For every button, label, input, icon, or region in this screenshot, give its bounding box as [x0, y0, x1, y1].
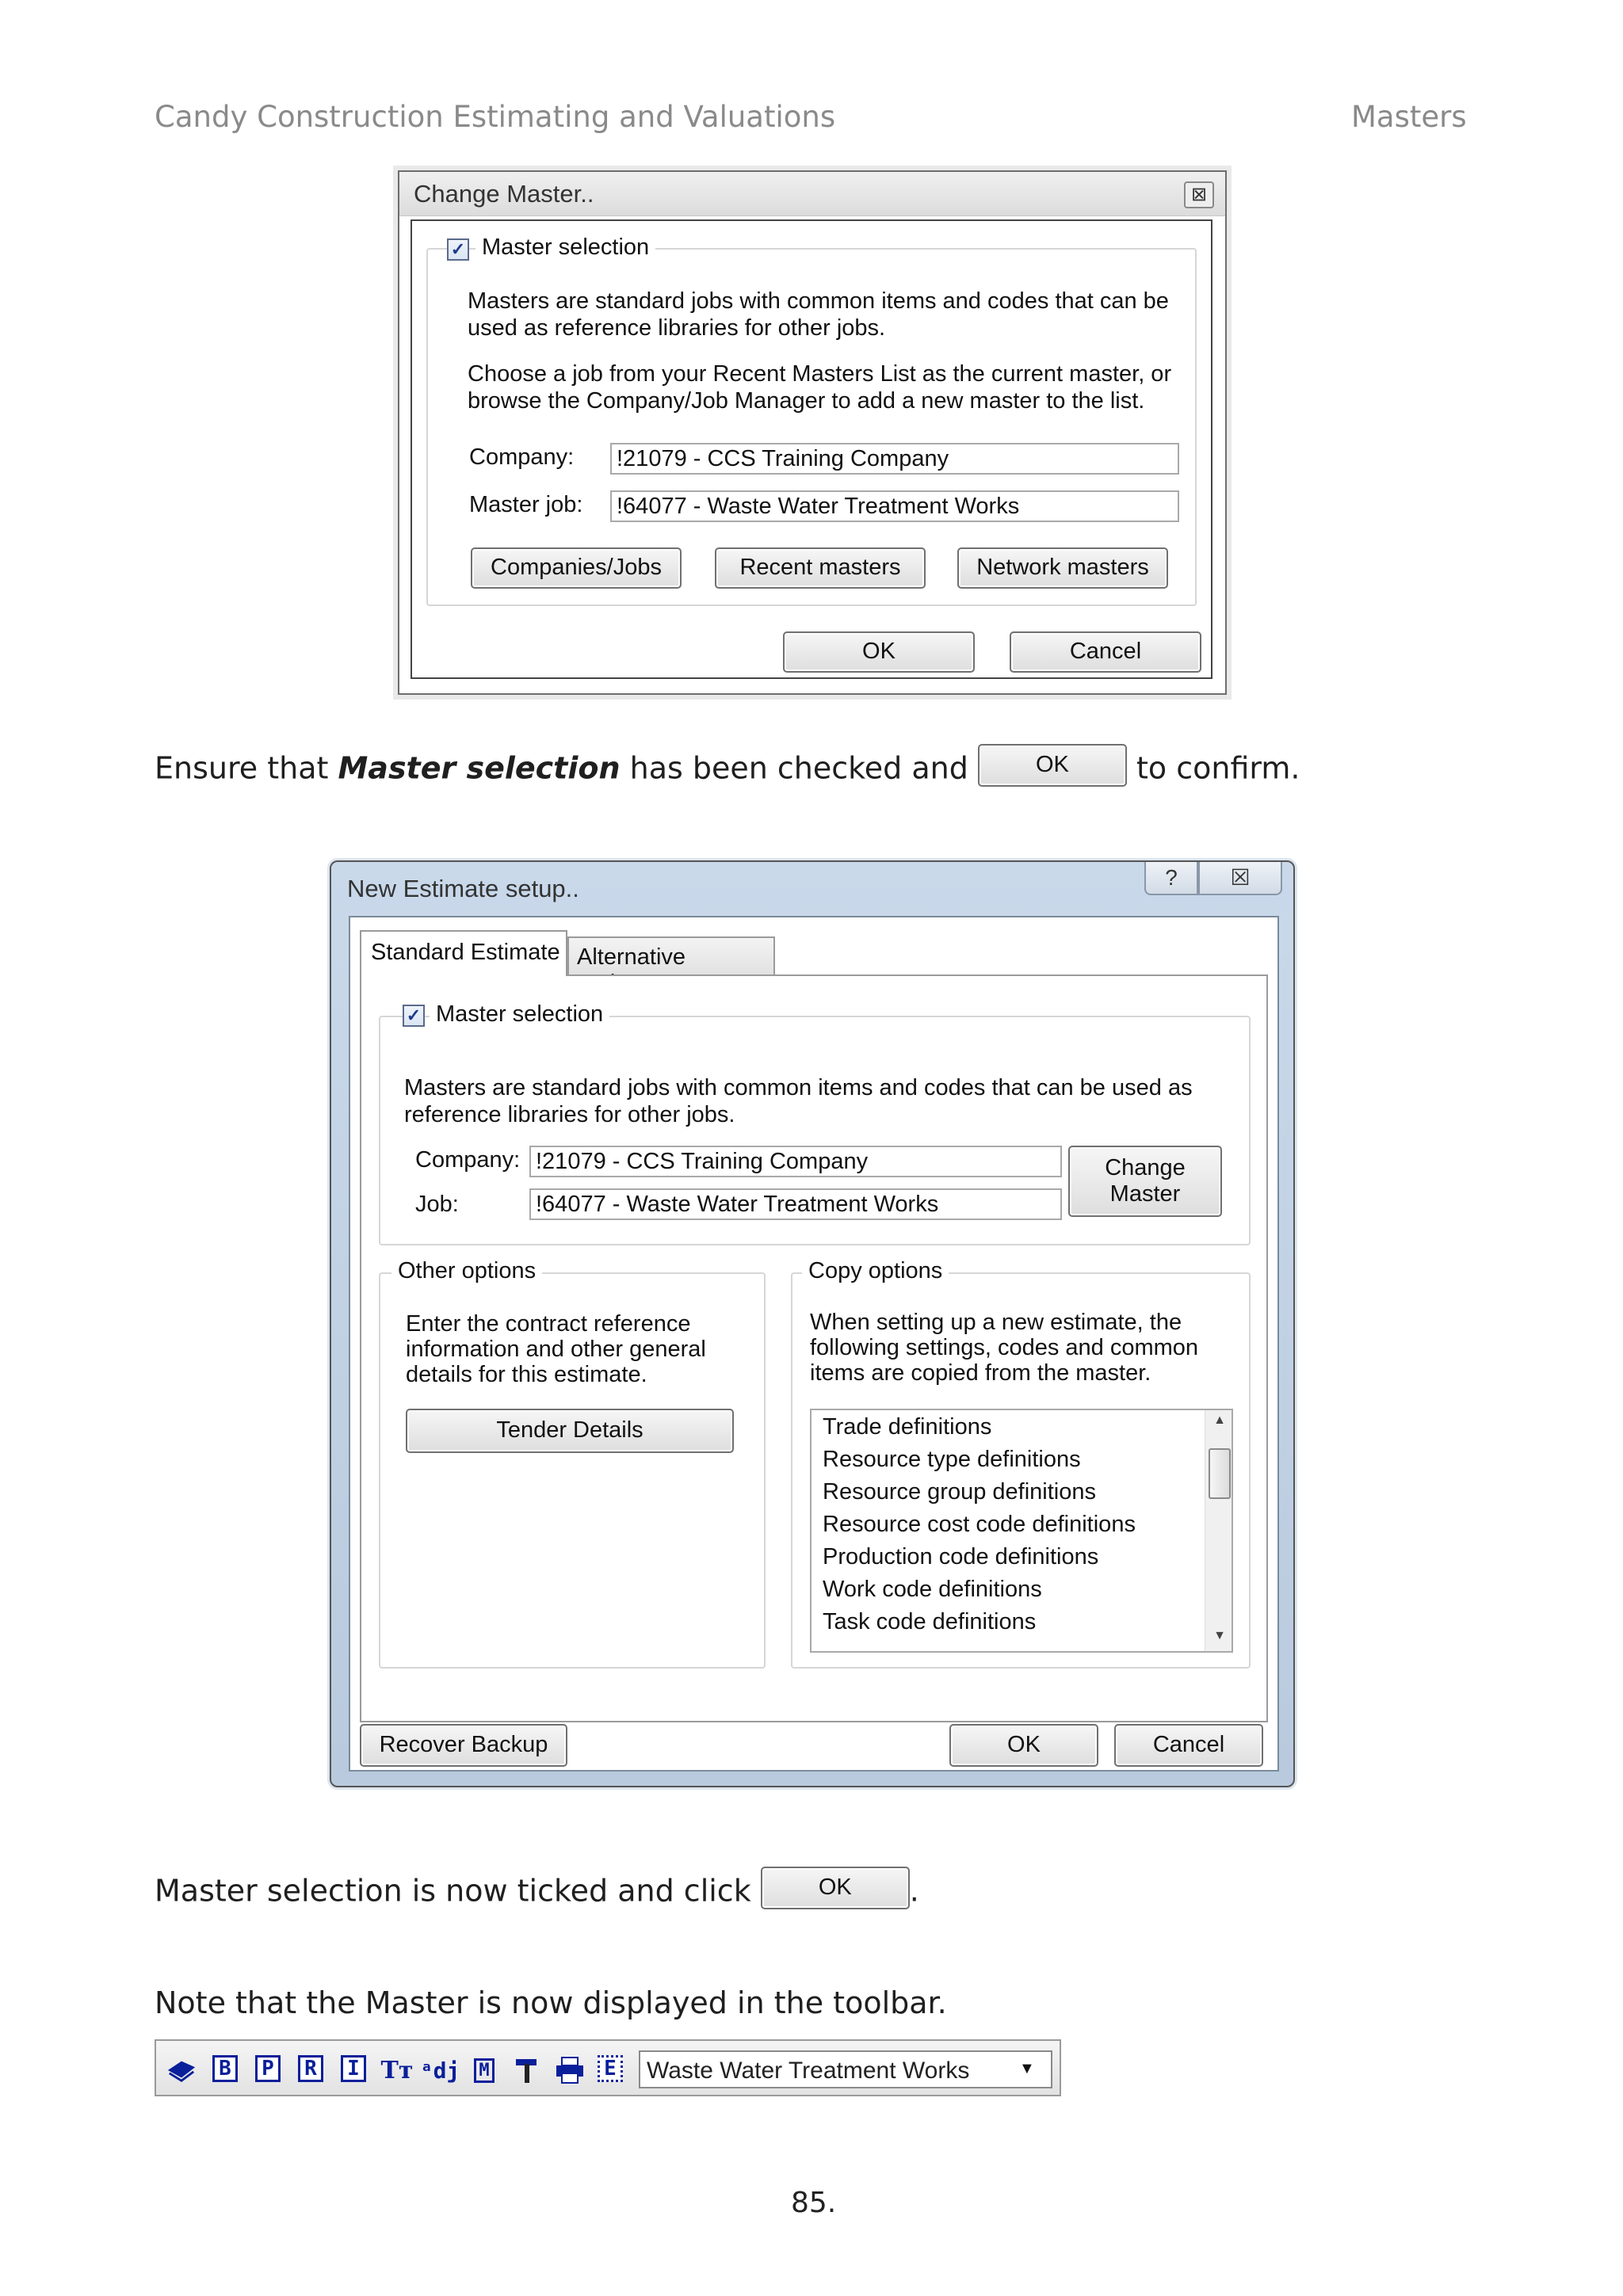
master-dropdown[interactable]	[639, 2050, 1052, 2088]
company-field[interactable]: !21079 - CCS Training Company	[610, 443, 1179, 475]
copy-options-line-1: When setting up a new estimate, the	[810, 1310, 1182, 1335]
recover-backup-button[interactable]: Recover Backup	[360, 1724, 567, 1767]
close-icon[interactable]: ☒	[1198, 862, 1282, 895]
companies-jobs-button[interactable]: Companies/Jobs	[471, 547, 682, 589]
master-description-line-1: Masters are standard jobs with common items and codes that can be	[468, 288, 1169, 314]
company-label: Company:	[415, 1147, 521, 1173]
header-left: Candy Construction Estimating and Valuations	[155, 100, 836, 134]
change-master-body	[411, 219, 1212, 679]
e-icon[interactable]: E	[598, 2055, 623, 2082]
inline-ok-button[interactable]: OK	[761, 1867, 910, 1909]
other-options-legend: Other options	[391, 1258, 542, 1284]
change-master-label-line-1: Change	[1105, 1154, 1186, 1180]
master-selection-checkbox[interactable]: ✓	[403, 1005, 425, 1027]
network-masters-button[interactable]: Network masters	[957, 547, 1168, 589]
help-icon[interactable]: ?	[1144, 862, 1198, 895]
hammer-icon[interactable]	[512, 2055, 542, 2085]
change-master-label-line-2: Master	[1109, 1181, 1181, 1207]
copy-options-legend: Copy options	[802, 1258, 949, 1284]
job-label: Job:	[415, 1192, 459, 1217]
list-item[interactable]: Resource group definitions	[823, 1479, 1096, 1505]
b-icon[interactable]: B	[212, 2055, 238, 2082]
adj-icon[interactable]: ᵃdj	[419, 2057, 460, 2084]
close-icon[interactable]: ⊠	[1184, 181, 1214, 208]
scroll-thumb[interactable]	[1209, 1448, 1231, 1499]
change-master-title: Change Master..	[414, 180, 594, 208]
tab-standard-estimate[interactable]	[360, 930, 567, 976]
cancel-button[interactable]: Cancel	[1114, 1724, 1263, 1767]
master-icon-letter: M	[474, 2058, 494, 2083]
inline-ok-button[interactable]: OK	[978, 744, 1127, 787]
master-selection-checkbox[interactable]: ✓	[447, 238, 469, 261]
instruction-paragraph-3: Note that the Master is now displayed in the toolbar.	[155, 1985, 947, 2020]
new-estimate-dialog	[330, 860, 1295, 1787]
instruction-2-before: Master selection is now ticked and click	[155, 1873, 761, 1909]
master-description-line-2: reference libraries for other jobs.	[404, 1102, 735, 1127]
change-master-dialog	[398, 170, 1227, 695]
list-item[interactable]: Resource cost code definitions	[823, 1512, 1136, 1537]
choose-description-line-2: browse the Company/Job Manager to add a new master to the list.	[468, 388, 1145, 414]
new-estimate-title: New Estimate setup..	[347, 875, 579, 902]
company-field[interactable]: !21079 - CCS Training Company	[529, 1146, 1062, 1177]
page-number: 85.	[791, 2187, 837, 2219]
copy-options-line-3: items are copied from the master.	[810, 1360, 1151, 1386]
other-options-line-3: details for this estimate.	[406, 1362, 647, 1387]
company-label: Company:	[469, 444, 575, 470]
change-master-button[interactable]	[1068, 1146, 1222, 1217]
job-field[interactable]: !64077 - Waste Water Treatment Works	[529, 1188, 1062, 1220]
list-item[interactable]: Task code definitions	[823, 1609, 1037, 1634]
chevron-down-icon[interactable]: ▼	[1019, 2060, 1035, 2077]
choose-description-line-1: Choose a job from your Recent Masters List as the current master, or	[468, 361, 1172, 387]
change-master-titlebar	[399, 172, 1225, 216]
list-item[interactable]: Resource type definitions	[823, 1447, 1081, 1472]
list-item[interactable]: Work code definitions	[823, 1577, 1042, 1602]
master-job-label: Master job:	[469, 492, 583, 517]
master-selection-label: Master selection	[475, 235, 655, 261]
scroll-down-icon[interactable]: ▼	[1213, 1629, 1226, 1642]
list-item[interactable]: Trade definitions	[823, 1414, 992, 1440]
instruction-1-before: Ensure that	[155, 750, 338, 786]
master-icon[interactable]	[469, 2055, 499, 2085]
instruction-1-bold: Master selection	[338, 750, 621, 786]
copy-items-list[interactable]	[810, 1409, 1233, 1653]
copy-options-line-2: following settings, codes and common	[810, 1335, 1199, 1360]
list-scrollbar[interactable]	[1205, 1410, 1233, 1651]
master-dropdown-value: Waste Water Treatment Works	[647, 2058, 970, 2084]
other-options-line-1: Enter the contract reference	[406, 1311, 691, 1337]
text-size-icon[interactable]: Tт	[380, 2056, 414, 2084]
new-estimate-body	[349, 916, 1279, 1772]
cancel-button[interactable]: Cancel	[1010, 631, 1201, 673]
copy-items-viewport	[823, 1412, 1203, 1639]
instruction-paragraph-1	[155, 749, 1300, 791]
master-selection-label: Master selection	[430, 1001, 609, 1028]
instruction-1-middle: has been checked and	[620, 750, 978, 786]
p-icon[interactable]: P	[255, 2055, 281, 2082]
master-description-line-2: used as reference libraries for other jobs.	[468, 315, 886, 341]
ok-button[interactable]: OK	[783, 631, 975, 673]
master-job-field[interactable]: !64077 - Waste Water Treatment Works	[610, 490, 1179, 522]
instruction-2-after: .	[909, 1873, 919, 1909]
printer-icon[interactable]	[555, 2055, 585, 2085]
ok-button[interactable]: OK	[949, 1724, 1098, 1767]
header-right: Masters	[1351, 100, 1467, 134]
r-icon[interactable]: R	[298, 2055, 323, 2082]
master-description-line-1: Masters are standard jobs with common items and codes that can be used as	[404, 1075, 1193, 1100]
tab-standard-label: Standard Estimate	[371, 940, 560, 965]
recent-masters-button[interactable]: Recent masters	[715, 547, 926, 589]
tab-alternative-estimate[interactable]	[567, 936, 775, 976]
list-item[interactable]: Production code definitions	[823, 1544, 1099, 1569]
tab-panel	[360, 974, 1268, 1722]
instruction-1-after: to confirm.	[1126, 750, 1300, 786]
instruction-paragraph-2	[155, 1871, 919, 1914]
book-icon[interactable]	[166, 2055, 197, 2085]
i-icon[interactable]: I	[341, 2055, 366, 2082]
other-options-line-2: information and other general	[406, 1337, 706, 1362]
scroll-up-icon[interactable]: ▲	[1213, 1413, 1226, 1427]
tender-details-button[interactable]: Tender Details	[406, 1409, 734, 1453]
tab-alternative-label: Alternative	[577, 944, 686, 970]
